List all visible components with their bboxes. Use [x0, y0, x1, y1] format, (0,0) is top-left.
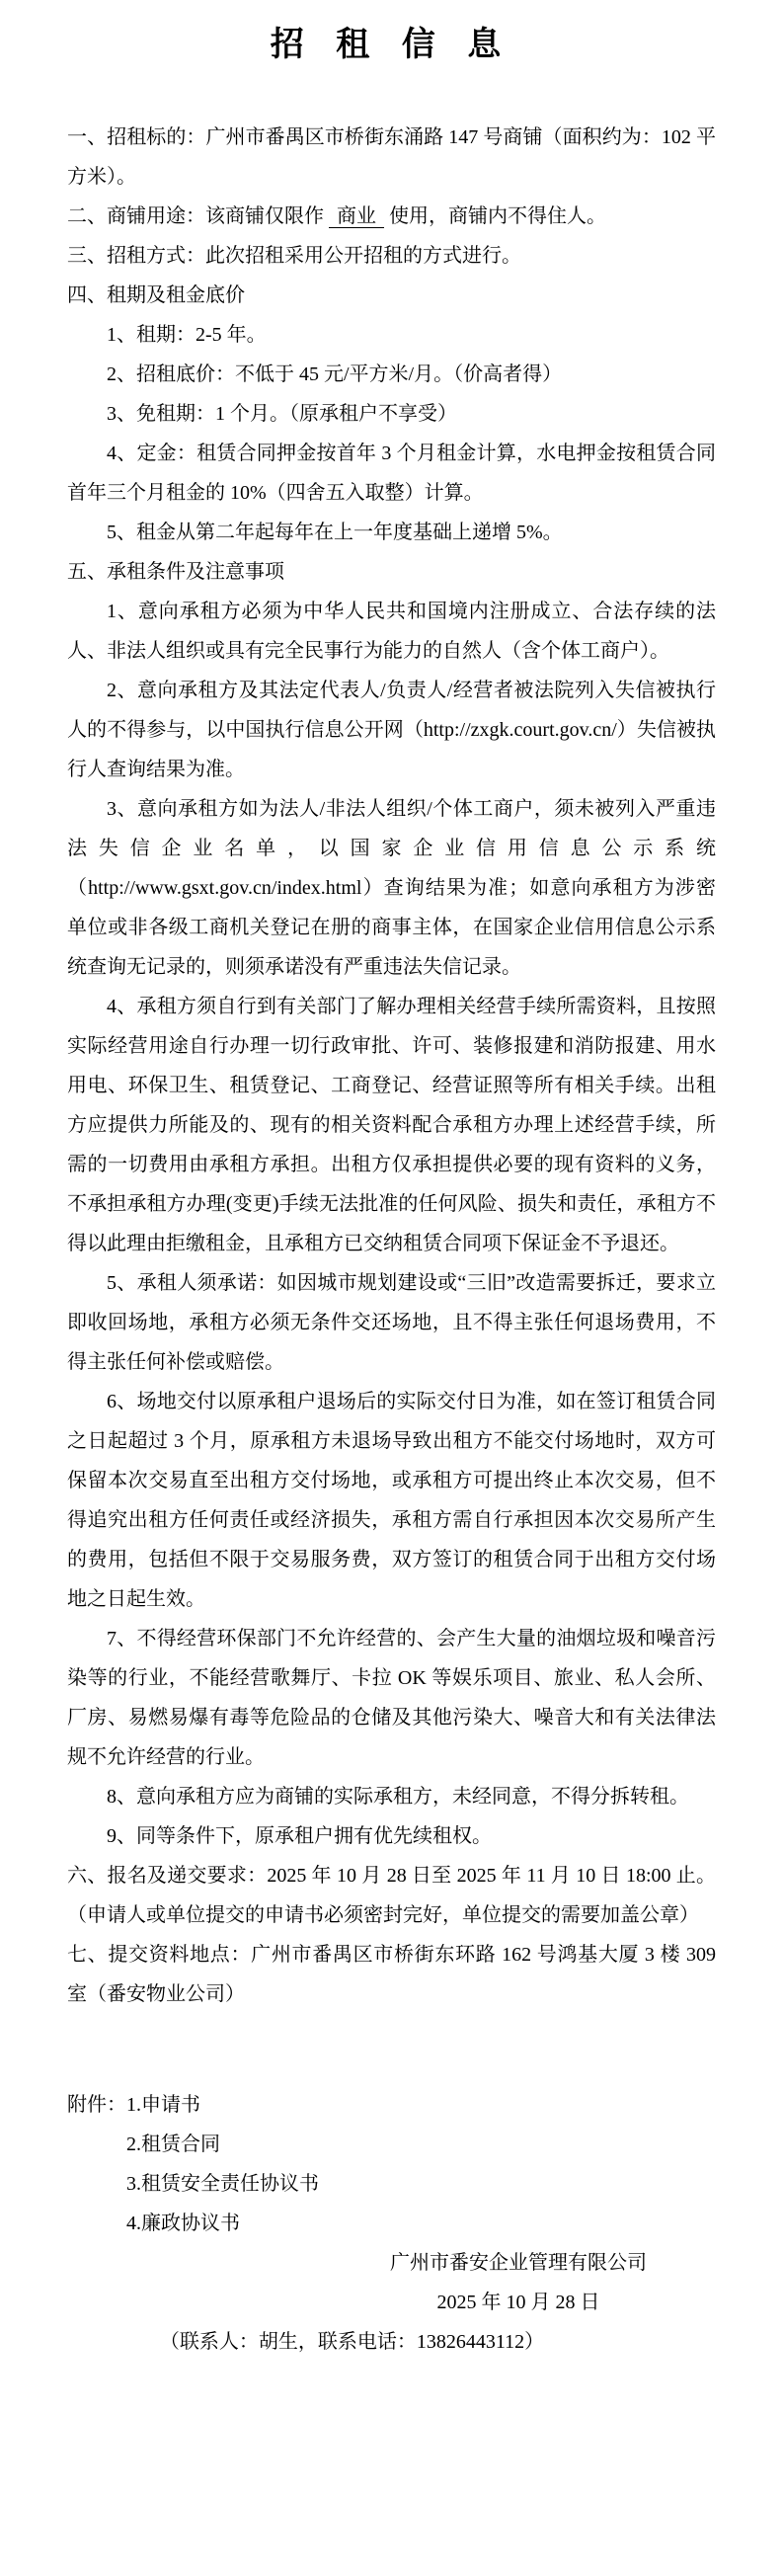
condition-item-5: 5、承租人须承诺：如因城市规划建设或“三旧”改造需要拆迁，要求立即收回场地，承租方必须无条件交还场地，且不得主张任何退场费用，不得主张任何补偿或赔偿。: [67, 1271, 716, 1373]
condition-item-4: 4、承租方须自行到有关部门了解办理相关经营手续所需资料，且按照实际经营用途自行办理一切行政审批、许可、装修报建和消防报建、用水用电、环保卫生、租赁登记、工商登记、经营证照等所有相关手续。出租方应提供力所能及的、现有的相关资料配合承租方办理上述经营手续，所需的一切费用由承租方承担。出租方仅承担提供必要的现有资料的义务，不承担承租方办理(变更)手续无法批准的任何风险、损失和责任，承租方不得以此理由拒缴租金，且承租方已交纳租赁合同项下保证金不予退还。: [67, 995, 716, 1254]
condition-item-2: 2、意向承租方及其法定代表人/负责人/经营者被法院列入失信被执行人的不得参与，以中国执行信息公开网（http://zxgk.court.gov.cn/）失信被执行人查询结果为准。: [67, 679, 716, 780]
signature-date: 2025 年 10 月 28 日: [436, 2291, 600, 2313]
clause-method: 三、招租方式：此次招租采用公开招租的方式进行。: [67, 244, 521, 267]
clause-location: 七、提交资料地点：广州市番禺区市桥街东环路 162 号鸿基大厦 3 楼 309 室（番安物业公司）: [67, 1943, 716, 2005]
attachment-item-3: 3.租赁安全责任协议书: [126, 2172, 319, 2195]
condition-item-6: 6、场地交付以原承租户退场后的实际交付日为准，如在签订租赁合同之日起超过 3 个月，原承租方未退场导致出租方不能交付场地时，双方可保留本次交易直至出租方交付场地，或承租方可提出终止本次交易，但不得追究出租方任何责任或经济损失，承租方需自行承担因本次交易所产生的费用，包括但不限于交易服务费，双方签订的租赁合同于出租方交付场地之日起生效。: [67, 1390, 716, 1610]
rent-item-1: 1、租期：2-5 年。: [107, 323, 267, 346]
attachments-label: 附件：: [67, 2093, 126, 2116]
attachment-item-1: 1.申请书: [126, 2093, 200, 2116]
usage-prefix: 二、商铺用途：该商铺仅限作: [67, 204, 324, 227]
signature-block: [351, 2243, 686, 2322]
usage-highlight-underlined: 商业: [329, 205, 384, 228]
clause-usage: [67, 197, 716, 236]
rent-item-2: 2、招租底价：不低于 45 元/平方米/月。（价高者得）: [107, 362, 563, 385]
rent-item-4: 4、定金：租赁合同押金按首年 3 个月租金计算，水电押金按租赁合同首年三个月租金的 10%（四舍五入取整）计算。: [67, 442, 716, 504]
attachments-block: [67, 2085, 716, 2243]
section-rent-heading: 四、租期及租金底价: [67, 283, 245, 306]
clause-subject: 一、招租标的：广州市番禺区市桥街东涌路 147 号商铺（面积约为：102 平方米）。: [67, 125, 716, 188]
condition-item-9: 9、同等条件下，原承租户拥有优先续租权。: [107, 1824, 492, 1847]
condition-item-1: 1、意向承租方必须为中华人民共和国境内注册成立、合法存续的法人、非法人组织或具有完全民事行为能力的自然人（含个体工商户）。: [67, 600, 716, 662]
usage-suffix: 使用，商铺内不得住人。: [389, 204, 606, 227]
document-title: 招 租 信 息: [270, 27, 513, 63]
attachment-item-2: 2.租赁合同: [126, 2133, 220, 2155]
attachments-list: [126, 2085, 319, 2243]
attachment-item-4: 4.廉政协议书: [126, 2212, 240, 2234]
rent-item-3: 3、免租期：1 个月。（原承租户不享受）: [107, 402, 457, 425]
signature-company: 广州市番安企业管理有限公司: [390, 2251, 647, 2274]
section-conditions-heading: 五、承租条件及注意事项: [67, 560, 284, 583]
condition-item-3: 3、意向承租方如为法人/非法人组织/个体工商户，须未被列入严重违法失信企业名单，以国家企业信用信息公示系统（http://www.gsxt.gov.cn/index.html）查询结果为准；如意向承租方为涉密单位或非各级工商机关登记在册的商事主体，在国家企业信用信息公示系统查询无记录的，则须承诺没有严重违法失信记录。: [67, 797, 716, 978]
condition-item-8: 8、意向承租方应为商铺的实际承租方，未经同意，不得分拆转租。: [107, 1785, 689, 1808]
clause-application: 六、报名及递交要求：2025 年 10 月 28 日至 2025 年 11 月 10 日 18:00 止。（申请人或单位提交的申请书必须密封完好，单位提交的需要加盖公章）: [67, 1864, 716, 1926]
rent-item-5: 5、租金从第二年起每年在上一年度基础上递增 5%。: [107, 521, 563, 543]
contact-line: （联系人：胡生，联系电话：13826443112）: [159, 2330, 545, 2353]
condition-item-7: 7、不得经营环保部门不允许经营的、会产生大量的油烟垃圾和噪音污染等的行业，不能经营歌舞厅、卡拉 OK 等娱乐项目、旅业、私人会所、厂房、易燃易爆有毒等危险品的仓储及其他污染大、噪音大和有关法律法规不允许经营的行业。: [67, 1627, 716, 1768]
